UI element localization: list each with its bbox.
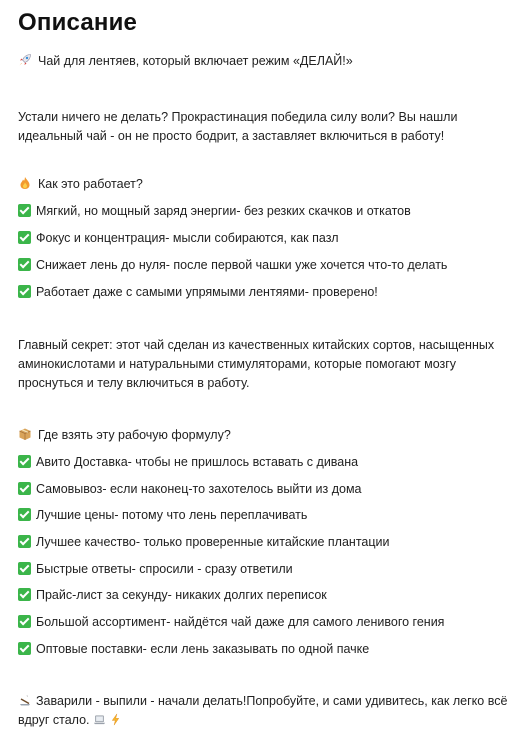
option-item — [18, 586, 327, 605]
where-title: Где взять эту рабочую формулу? — [38, 428, 231, 442]
page-title: Описание — [18, 9, 138, 36]
option-text: Быстрые ответы- спросили - сразу ответили — [36, 562, 293, 576]
option-text: Лучшие цены- потому что лень переплачивать — [36, 508, 308, 522]
option-text: Авито Доставка- чтобы не пришлось вставать с дивана — [36, 455, 359, 469]
check-icon — [18, 588, 31, 601]
lightning-icon — [109, 713, 122, 726]
rocket-icon — [18, 53, 32, 67]
outro-paragraph — [18, 692, 510, 730]
feature-text: Мягкий, но мощный заряд энергии- без резких скачков и откатов — [36, 204, 411, 218]
tagline-line — [18, 52, 353, 71]
option-item — [18, 480, 362, 499]
package-icon — [18, 427, 32, 441]
check-icon — [18, 231, 31, 244]
check-icon — [18, 508, 31, 521]
option-text: Прайс-лист за секунду- никаких долгих переписок — [36, 588, 327, 602]
check-icon — [18, 642, 31, 655]
option-item — [18, 453, 358, 472]
intro-paragraph: Устали ничего не делать? Прокрастинация победила силу воли? Вы нашли идеальный чай - он не просто бодрит, а заставляет включиться в работу! — [18, 110, 458, 143]
option-item — [18, 560, 293, 579]
fire-icon — [18, 176, 32, 190]
where-heading — [18, 426, 231, 445]
check-icon — [18, 455, 31, 468]
feature-item — [18, 229, 339, 248]
feature-item — [18, 283, 378, 302]
how-it-works-title: Как это работает? — [38, 177, 143, 191]
feature-item — [18, 202, 411, 221]
feature-text: Снижает лень до нуля- после первой чашки уже хочется что-то делать — [36, 258, 448, 272]
tea-icon — [18, 693, 32, 707]
option-text: Лучшее качество- только проверенные китайские плантации — [36, 535, 390, 549]
how-it-works-heading — [18, 175, 143, 194]
secret-paragraph: Главный секрет: этот чай сделан из качественных китайских сортов, насыщенных аминокислотами и натуральными стимуляторами, которые помогают мозгу проснуться и телу включиться в работу. — [18, 338, 495, 390]
check-icon — [18, 562, 31, 575]
option-text: Большой ассортимент- найдётся чай даже для самого ленивого гения — [36, 615, 445, 629]
option-item — [18, 613, 444, 632]
tagline-text: Чай для лентяев, который включает режим «ДЕЛАЙ!» — [38, 54, 353, 68]
feature-item — [18, 256, 447, 275]
option-item — [18, 640, 369, 659]
check-icon — [18, 482, 31, 495]
option-text: Оптовые поставки- если лень заказывать по одной пачке — [36, 642, 370, 656]
check-icon — [18, 615, 31, 628]
option-text: Самовывоз- если наконец-то захотелось выйти из дома — [36, 482, 362, 496]
check-icon — [18, 535, 31, 548]
option-item — [18, 506, 307, 525]
laptop-icon — [93, 713, 106, 726]
check-icon — [18, 204, 31, 217]
check-icon — [18, 258, 31, 271]
option-item — [18, 533, 389, 552]
check-icon — [18, 285, 31, 298]
outro-text: Заварили - выпили - начали делать!Попробуйте, и сами удивитесь, как легко всё вдруг стало. — [18, 694, 508, 727]
feature-text: Фокус и концентрация- мысли собираются, как пазл — [36, 231, 339, 245]
feature-text: Работает даже с самыми упрямыми лентяями- проверено! — [36, 285, 378, 299]
